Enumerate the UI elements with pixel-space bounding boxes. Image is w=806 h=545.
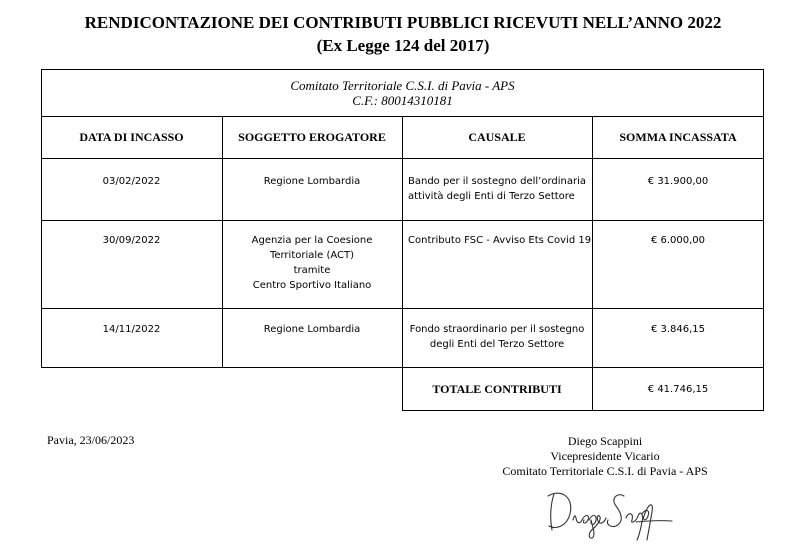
organization-tax-code: C.F.: 80014310181 bbox=[352, 93, 453, 108]
column-divider bbox=[402, 116, 403, 410]
row-date: 14/11/2022 bbox=[102, 324, 161, 335]
handwritten-signature bbox=[540, 484, 680, 542]
row-payer: Centro Sportivo Italiano bbox=[252, 280, 372, 291]
total-amount: € 41.746,15 bbox=[647, 384, 709, 395]
row-reason: attività degli Enti di Terzo Settore bbox=[408, 191, 575, 202]
signer-role: Vicepresidente Vicario bbox=[550, 449, 660, 463]
document-subtitle: (Ex Legge 124 del 2017) bbox=[316, 36, 490, 55]
column-header-amount: SOMMA INCASSATA bbox=[619, 130, 737, 144]
row-amount: € 31.900,00 bbox=[647, 176, 709, 187]
column-divider bbox=[592, 116, 593, 410]
signer-name: Diego Scappini bbox=[567, 434, 643, 448]
row-payer: Regione Lombardia bbox=[263, 324, 361, 335]
row-date: 03/02/2022 bbox=[102, 176, 161, 187]
signer-organization: Comitato Territoriale C.S.I. di Pavia - APS bbox=[502, 464, 708, 478]
place-date: Pavia, 23/06/2023 bbox=[47, 433, 135, 447]
row-reason: Bando per il sostegno dell’ordinaria bbox=[408, 176, 586, 187]
total-row-bottom bbox=[402, 410, 764, 411]
row-amount: € 6.000,00 bbox=[650, 235, 706, 246]
column-header-date: DATA DI INCASSO bbox=[79, 130, 184, 144]
row-payer: tramite bbox=[293, 265, 331, 276]
row-reason: degli Enti del Terzo Settore bbox=[429, 339, 565, 350]
document-title: RENDICONTAZIONE DEI CONTRIBUTI PUBBLICI RICEVUTI NELL’ANNO 2022 bbox=[84, 13, 722, 32]
row-payer: Agenzia per la Coesione bbox=[251, 235, 373, 246]
total-label: TOTALE CONTRIBUTI bbox=[432, 382, 562, 396]
row-date: 30/09/2022 bbox=[102, 235, 161, 246]
row-amount: € 3.846,15 bbox=[650, 324, 706, 335]
row-reason: Contributo FSC - Avviso Ets Covid 19 bbox=[408, 235, 592, 246]
column-header-payer: SOGGETTO EROGATORE bbox=[238, 130, 386, 144]
row-reason: Fondo straordinario per il sostegno bbox=[409, 324, 585, 335]
column-header-reason: CAUSALE bbox=[468, 130, 526, 144]
row-payer: Territoriale (ACT) bbox=[269, 250, 355, 261]
row-payer: Regione Lombardia bbox=[263, 176, 361, 187]
organization-name: Comitato Territoriale C.S.I. di Pavia - APS bbox=[290, 78, 515, 93]
